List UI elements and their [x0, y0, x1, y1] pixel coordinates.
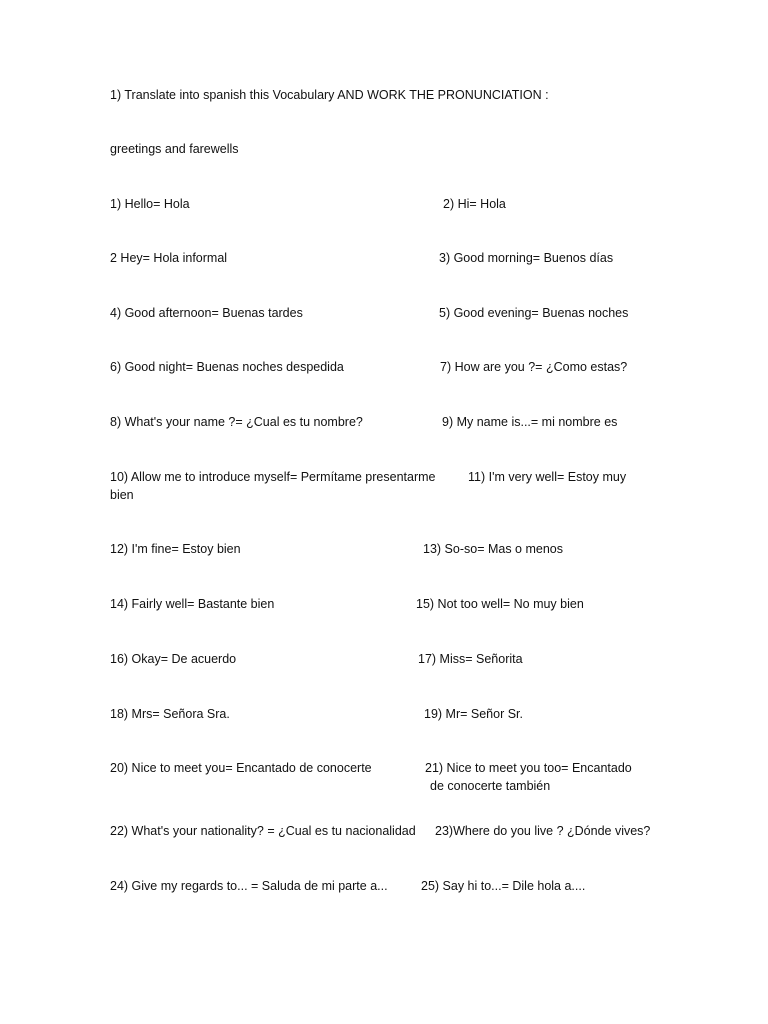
vocab-item-12: 12) I'm fine= Estoy bien: [110, 542, 241, 556]
section-title: greetings and farewells: [110, 142, 239, 156]
vocab-item-5: 5) Good evening= Buenas noches: [439, 306, 629, 320]
vocab-item-17: 17) Miss= Señorita: [418, 652, 523, 666]
vocab-item-10: 10) Allow me to introduce myself= Permítame presentarme: [110, 470, 436, 484]
vocab-item-23: 23)Where do you live ? ¿Dónde vives?: [435, 824, 651, 838]
vocab-item-14: 14) Fairly well= Bastante bien: [110, 597, 275, 611]
vocab-item-18: 18) Mrs= Señora Sra.: [110, 707, 230, 721]
vocab-item-21-continuation: de conocerte también: [430, 779, 551, 793]
vocab-item-6: 6) Good night= Buenas noches despedida: [110, 360, 344, 374]
vocab-item-hey: 2 Hey= Hola informal: [110, 251, 228, 265]
instruction-heading: 1) Translate into spanish this Vocabulary AND WORK THE PRONUNCIATION :: [110, 88, 549, 102]
vocab-item-8: 8) What's your name ?= ¿Cual es tu nombre?: [110, 415, 363, 429]
vocab-item-11-continuation: bien: [110, 488, 134, 502]
vocab-item-16: 16) Okay= De acuerdo: [110, 652, 237, 666]
vocab-item-3: 3) Good morning= Buenos días: [439, 251, 614, 265]
vocab-item-2: 2) Hi= Hola: [443, 197, 506, 211]
vocab-item-1: 1) Hello= Hola: [110, 197, 190, 211]
vocab-item-19: 19) Mr= Señor Sr.: [424, 707, 523, 721]
vocab-item-21: 21) Nice to meet you too= Encantado: [425, 761, 632, 775]
vocab-item-13: 13) So-so= Mas o menos: [423, 542, 563, 556]
vocab-item-15: 15) Not too well= No muy bien: [416, 597, 584, 611]
vocab-item-20: 20) Nice to meet you= Encantado de conocerte: [110, 761, 372, 775]
vocab-item-25: 25) Say hi to...= Dile hola a....: [421, 879, 586, 893]
vocab-item-9: 9) My name is...= mi nombre es: [442, 415, 618, 429]
vocab-item-7: 7) How are you ?= ¿Como estas?: [440, 360, 628, 374]
vocab-item-11: 11) I'm very well= Estoy muy: [468, 470, 627, 484]
vocab-item-4: 4) Good afternoon= Buenas tardes: [110, 306, 303, 320]
vocab-item-22: 22) What's your nationality? = ¿Cual es tu nacionalidad: [110, 824, 416, 838]
vocab-item-24: 24) Give my regards to... = Saluda de mi parte a...: [110, 879, 388, 893]
